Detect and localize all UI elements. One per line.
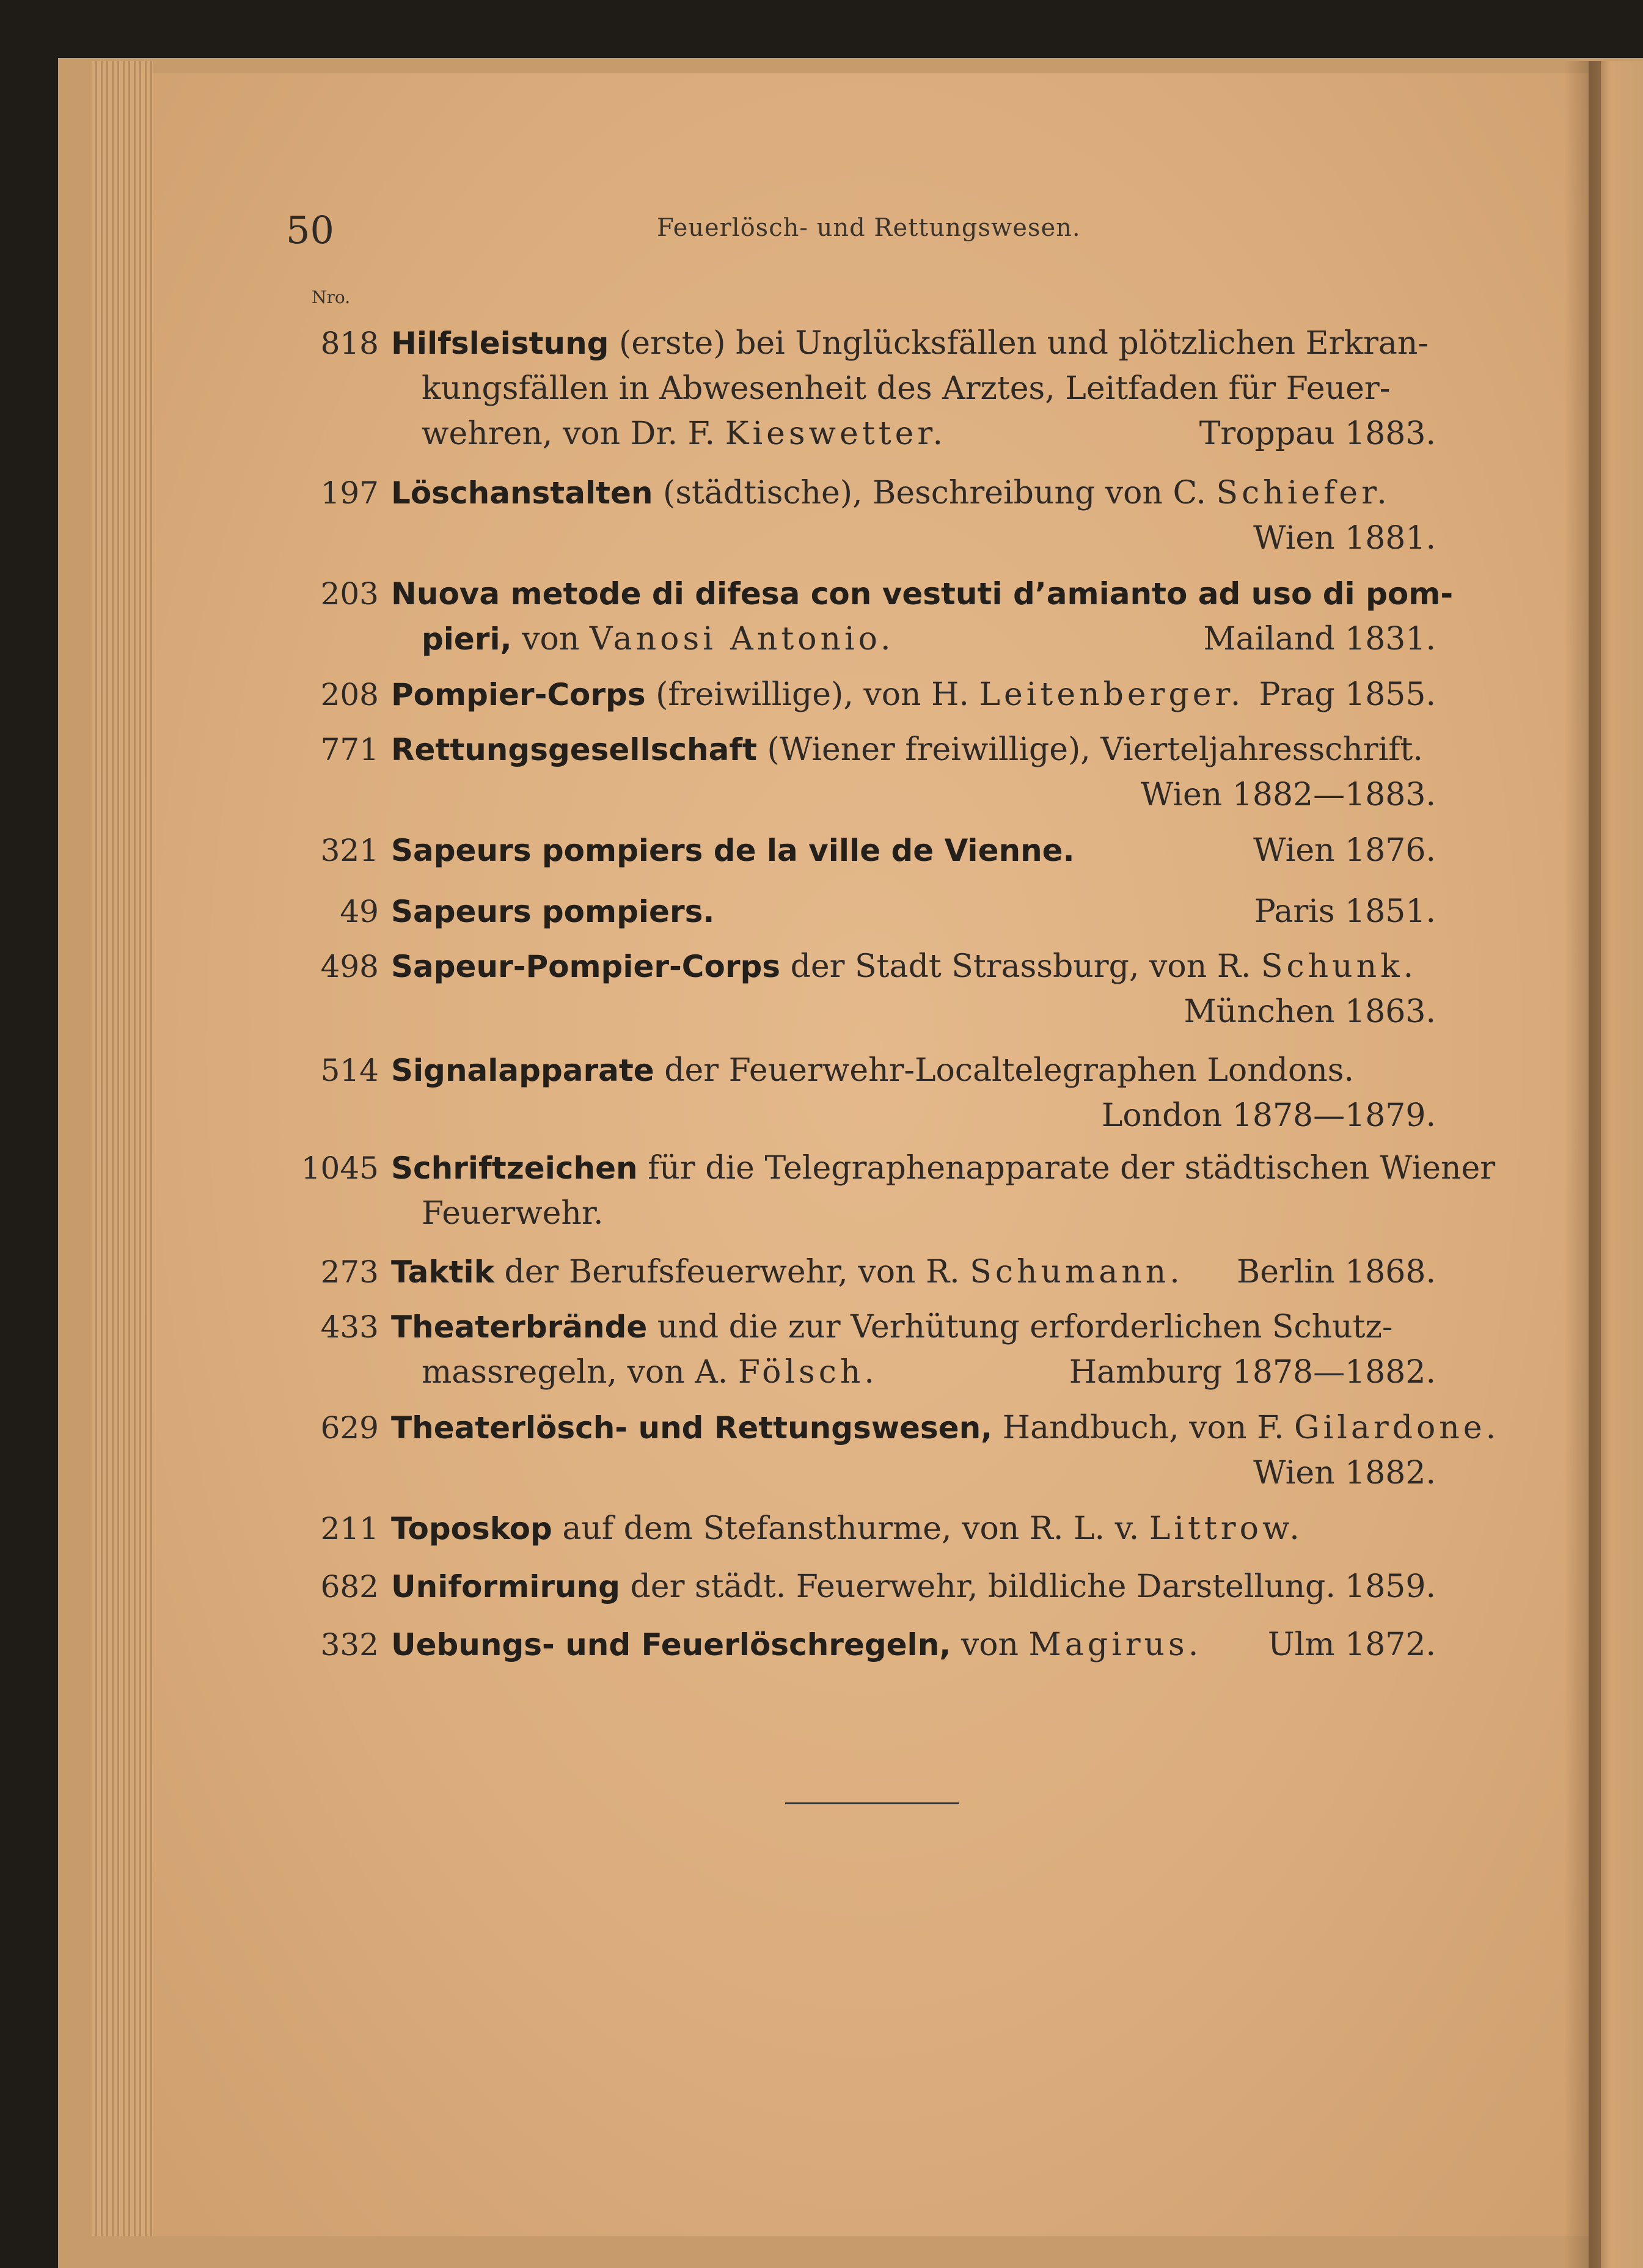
entry-keyword: Uniformirung bbox=[391, 1569, 620, 1604]
entry-keyword: Toposkop bbox=[391, 1511, 552, 1546]
entry-keyword: Pompier-Corps bbox=[391, 677, 646, 712]
entry-author: Schunk. bbox=[1261, 948, 1418, 985]
entry-text: und die zur Verhütung erforderlichen Schutz- bbox=[657, 1309, 1393, 1345]
entry-text: von bbox=[511, 621, 590, 657]
entry-number: 514 bbox=[320, 1053, 379, 1088]
entry-number: 49 bbox=[340, 894, 379, 929]
page-header bbox=[0, 208, 1643, 263]
entry-author: Leitenberger. bbox=[979, 676, 1245, 713]
gutter-shadow bbox=[1564, 61, 1601, 2268]
entry-number: 433 bbox=[320, 1309, 379, 1345]
entry-keyword: Uebungs- und Feuerlöschregeln, bbox=[391, 1627, 951, 1663]
entry-keyword: Hilfsleistung bbox=[391, 326, 609, 361]
entry-publication: 1859. bbox=[1345, 1568, 1436, 1605]
entry-text: massregeln, von A. bbox=[422, 1354, 738, 1391]
entry-publication: Wien 1876. bbox=[1253, 832, 1436, 869]
entry-text: der Feuerwehr-Localtelegraphen Londons. bbox=[664, 1052, 1355, 1089]
page-stack-edge bbox=[92, 61, 153, 2236]
entry-keyword: Schriftzeichen bbox=[391, 1150, 638, 1186]
entry-publication: Wien 1882—1883. bbox=[1140, 777, 1436, 813]
entry-publication: Wien 1882. bbox=[1253, 1455, 1436, 1491]
entry-number: 321 bbox=[320, 833, 379, 868]
entry-author: Kieswetter. bbox=[725, 415, 947, 452]
entry-number: 273 bbox=[320, 1254, 379, 1290]
entry-keyword: Sapeurs pompiers de la ville de Vienne. bbox=[391, 833, 1075, 868]
entry-keyword: Nuova metode di difesa con vestuti d’amianto ad uso di pom- bbox=[391, 576, 1454, 612]
entry-text: von bbox=[951, 1626, 1029, 1663]
entry-keyword: Sapeur-Pompier-Corps bbox=[391, 949, 781, 984]
entry-keyword: Theaterlösch- und Rettungswesen, bbox=[391, 1410, 993, 1446]
entry-number: 818 bbox=[320, 326, 379, 361]
entry-text: für die Telegraphenapparate der städtischen Wiener bbox=[648, 1150, 1496, 1187]
page-number: 50 bbox=[286, 208, 334, 252]
entry-number: 197 bbox=[320, 475, 379, 511]
entry-number: 629 bbox=[320, 1410, 379, 1446]
entry-keyword: Sapeurs pompiers. bbox=[391, 894, 715, 929]
entry-text: (freiwillige), von H. bbox=[656, 676, 979, 713]
entry-keyword: Signalapparate bbox=[391, 1053, 654, 1088]
entry-number: 498 bbox=[320, 949, 379, 984]
entry-text: auf dem Stefansthurme, von R. L. v. bbox=[562, 1510, 1149, 1547]
entry-text: Feuerwehr. bbox=[422, 1195, 604, 1232]
entry-keyword: Löschanstalten bbox=[391, 475, 653, 511]
running-title: Feuerlösch- und Rettungswesen. bbox=[657, 214, 1081, 242]
entry-number: 211 bbox=[320, 1511, 379, 1546]
entry-text: (Wiener freiwillige), Vierteljahresschrift. bbox=[767, 731, 1423, 768]
entry-author: Fölsch. bbox=[737, 1354, 878, 1391]
entry-text: (erste) bei Unglücksfällen und plötzlichen Erkran- bbox=[619, 325, 1429, 362]
entry-author: Schumann. bbox=[970, 1254, 1184, 1290]
entry-number: 208 bbox=[320, 677, 379, 712]
entry-text: der Berufsfeuerwehr, von R. bbox=[504, 1254, 970, 1290]
entry-keyword: Rettungsgesellschaft bbox=[391, 732, 757, 767]
entry-publication: Paris 1851. bbox=[1254, 893, 1436, 930]
entry-publication: Hamburg 1878—1882. bbox=[1069, 1354, 1436, 1391]
closing-rule bbox=[785, 1802, 959, 1804]
entry-publication: Troppau 1883. bbox=[1199, 415, 1436, 452]
entry-number: 771 bbox=[320, 732, 379, 767]
entry-text: kungsfällen in Abwesenheit des Arztes, Leitfaden für Feuer- bbox=[422, 370, 1391, 407]
column-label: Nro. bbox=[312, 287, 351, 307]
entry-publication: Prag 1855. bbox=[1259, 676, 1436, 713]
entry-keyword: Theaterbrände bbox=[391, 1309, 648, 1345]
entry-author: Littrow. bbox=[1149, 1510, 1303, 1547]
entry-text: der Stadt Strassburg, von R. bbox=[790, 948, 1261, 985]
entry-author: Vanosi Antonio. bbox=[589, 621, 895, 657]
entry-publication: Wien 1881. bbox=[1253, 520, 1436, 557]
entry-keyword: Taktik bbox=[391, 1254, 494, 1290]
entry-number: 203 bbox=[320, 576, 379, 612]
entry-number: 682 bbox=[320, 1569, 379, 1604]
entry-number: 1045 bbox=[301, 1150, 379, 1186]
entry-keyword: pieri, bbox=[422, 621, 512, 657]
entry-author: Schiefer. bbox=[1216, 475, 1391, 511]
entry-number: 332 bbox=[320, 1627, 379, 1663]
entry-publication: München 1863. bbox=[1184, 993, 1436, 1030]
entry-text: (städtische), Beschreibung von C. bbox=[663, 475, 1217, 511]
entry-publication: Berlin 1868. bbox=[1237, 1254, 1436, 1290]
entry-publication: London 1878—1879. bbox=[1101, 1097, 1436, 1134]
entry-author: Gilardone. bbox=[1294, 1410, 1500, 1446]
entry-text: der städt. Feuerwehr, bildliche Darstellung. bbox=[630, 1568, 1336, 1605]
entry-publication: Mailand 1831. bbox=[1203, 621, 1436, 657]
entry-author: Magirus. bbox=[1028, 1626, 1202, 1663]
entry-text: wehren, von Dr. F. bbox=[422, 415, 725, 452]
entry-text: Handbuch, von F. bbox=[1002, 1410, 1295, 1446]
entry-publication: Ulm 1872. bbox=[1267, 1626, 1436, 1663]
